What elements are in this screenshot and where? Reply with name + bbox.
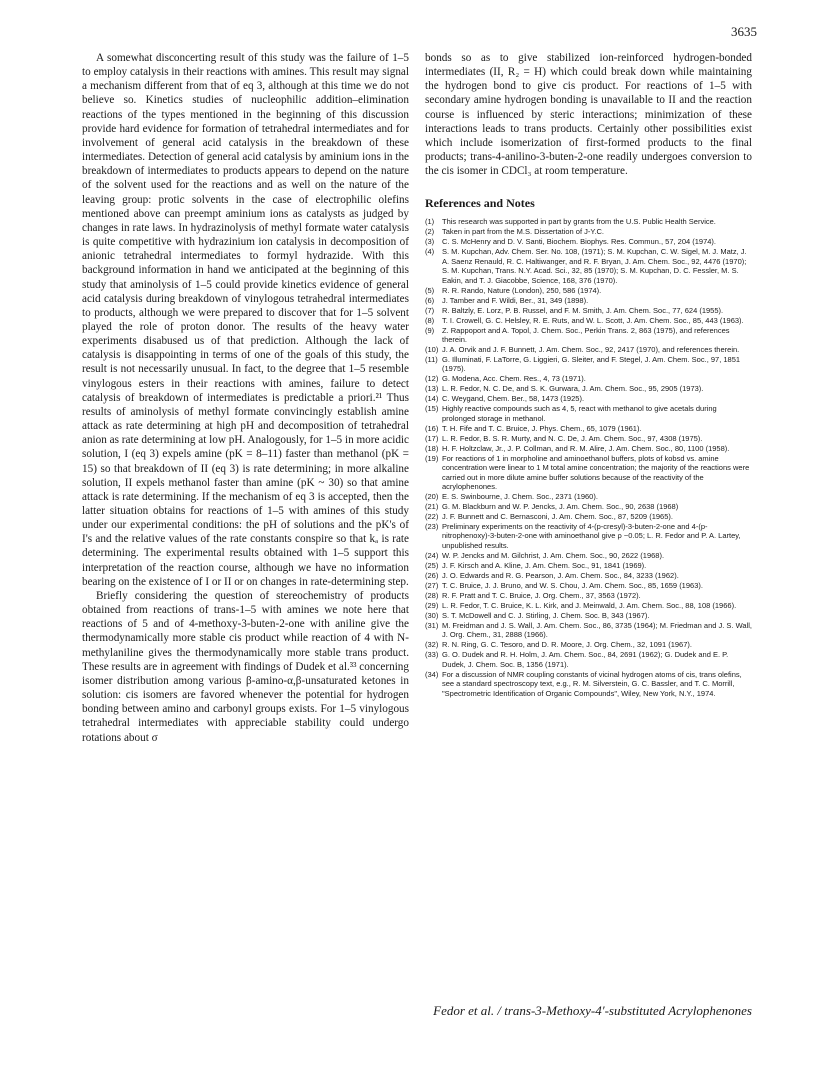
reference-number: (1): [425, 217, 435, 227]
reference-number: (14): [425, 394, 439, 404]
body-paragraph: A somewhat disconcerting result of this study was the failure of 1–5 to employ catalysis in their reactions with amines. This result may signal a mechanism different from that of eq 3, although at this time we do not believe so. Kinetics studies of nucleophilic addition–elimination reactions of the types mentioned in the beginning of this discussion provide hard evidence for formation of tetrahedral intermediates and for involvement of general acid catalysis in the breakdown of these intermediates. Detection of general acid catalysis by aminium ions in the breakdown of intermediates to products appears to depend on the nature of the solvent used for the reactions and as well on the nature of the leaving group: protic solvents in the case of electrophilic olefins mentioned above can preempt aminium ions as catalysts as judged by changes in rate laws. In hydrazinolysis of methyl formate water catalysis is quite competitive with hydrazinium ion catalysis in decomposition of anionic tetrahedral intermediates to formyl hydrazide. With this background information in hand we anticipated at the beginning of this study that aminolysis of 1–5 could provide kinetics evidence of general acid catalysis during breakdown of vinylogous tetrahedral intermediates to products, although we were prepared to discover that for 1–5 solvent played the role of proton donor. The results of the heavy water experiments disabused us of that prediction. Although the lack of catalysis is disappointing in terms of one of the goals of this study, the result is not necessarily unusual. In fact, to the degree that 1–5 resemble vinylogous esters in their reactions with amines, failure to detect catalysis of breakdown of intermediates is predictable a priori.²¹ Thus results of aminolysis of methyl formate convincingly establish amine attack as rate determining at high pH and decomposition of tetrahedral anion as rate determining at low pH. Analogously, for 1–5 in more acidic solution, I (eq 3) expels amine (pK = 8–11) faster than methanol (pK = 15) so that breakdown of II (eq 3) is rate determining; in more alkaline solution, II expels methanol faster than amine (pK ~ 30) so that amine attack is rate determining. If the mechanism of eq 3 is accepted, then the latter situation obtains for reactions of 1–5 with amines of this study under our experimental conditions: the pH of solutions and the pK's of I's and the relative values of the rate constants conspire so that kₐ is rate determining. The experimental results obtained with 1–5 support this interpretation of the reaction course, although we have no information bearing on the existence of I or II or on changes in rate-determining step.: [82, 52, 409, 588]
reference-item: [425, 502, 752, 511]
reference-number: (33): [425, 650, 439, 660]
reference-number: (22): [425, 512, 439, 522]
reference-number: (29): [425, 600, 439, 610]
reference-text: Taken in part from the M.S. Dissertation of J-Y.C.: [442, 227, 605, 237]
reference-item: [425, 551, 752, 560]
reference-number: (9): [425, 325, 435, 335]
reference-number: (28): [425, 590, 439, 600]
reference-number: (6): [425, 295, 435, 305]
reference-number: (21): [425, 502, 439, 512]
reference-number: (27): [425, 580, 439, 590]
reference-text: For a discussion of NMR coupling constants of vicinal hydrogen atoms of cis, trans olefins, see a standard spectroscopy text, e.g., R. M. Silverstein, G. C. Bassler, and T. C. Morrill, "Spectrometric Identification of Organic Compounds", Wiley, New York, N.Y., 1974.: [442, 669, 742, 698]
reference-item: [425, 247, 752, 285]
reference-number: (31): [425, 620, 439, 630]
reference-text: R. N. Ring, G. C. Tesoro, and D. R. Moore, J. Org. Chem., 32, 1091 (1967).: [442, 640, 692, 650]
reference-text: L. R. Fedor, B. S. R. Murty, and N. C. De, J. Am. Chem. Soc., 97, 4308 (1975).: [442, 433, 703, 443]
reference-text: R. R. Rando, Nature (London), 250, 586 (1974).: [442, 285, 602, 295]
reference-number: (13): [425, 384, 439, 394]
reference-item: [425, 650, 752, 669]
reference-number: (12): [425, 374, 439, 384]
reference-item: [425, 670, 752, 698]
reference-number: (20): [425, 492, 439, 502]
reference-text: Z. Rappoport and A. Topol, J. Chem. Soc., Perkin Trans. 2, 863 (1975), and references therein.: [442, 325, 730, 345]
reference-text: S. T. McDowell and C. J. Stirling, J. Chem. Soc. B, 343 (1967).: [442, 610, 650, 620]
reference-item: [425, 355, 752, 374]
reference-item: [425, 316, 752, 325]
body-paragraph: bonds so as to give stabilized ion-reinforced hydrogen-bonded intermediates (II, R₂ = H) which could break down while maintaining the hydrogen bond to give cis product. For reactions of 1–5 with secondary amine hydrogen bonding is unavailable to II and the reaction course is influenced by steric interactions; minimization of these interactions leads to trans products. Certainly other possibilities exist which include isomerization of first-formed products to the final products; trans-4-anilino-3-buten-2-one readily undergoes conversion to the cis isomer in CDCl₃ at room temperature.: [425, 52, 752, 178]
reference-text: This research was supported in part by grants from the U.S. Public Health Service.: [442, 217, 716, 227]
reference-item: [425, 591, 752, 600]
reference-number: (18): [425, 443, 439, 453]
reference-text: T. H. Fife and T. C. Bruice, J. Phys. Chem., 65, 1079 (1961).: [442, 423, 642, 433]
reference-item: [425, 217, 752, 226]
reference-text: J. A. Orvik and J. F. Bunnett, J. Am. Chem. Soc., 92, 2417 (1970), and references therein.: [442, 345, 740, 355]
reference-number: (2): [425, 227, 435, 237]
reference-item: [425, 394, 752, 403]
reference-item: [425, 522, 752, 550]
reference-text: C. S. McHenry and D. V. Santi, Biochem. Biophys. Res. Commun., 57, 204 (1974).: [442, 237, 717, 247]
reference-number: (10): [425, 345, 439, 355]
reference-number: (3): [425, 237, 435, 247]
reference-item: [425, 611, 752, 620]
reference-number: (11): [425, 355, 438, 365]
left-column: [82, 51, 409, 745]
reference-text: J. F. Kirsch and A. Kline, J. Am. Chem. Soc., 91, 1841 (1969).: [442, 560, 647, 570]
reference-text: G. Modena, Acc. Chem. Res., 4, 73 (1971).: [442, 374, 586, 384]
reference-item: [425, 454, 752, 492]
reference-text: J. O. Edwards and R. G. Pearson, J. Am. Chem. Soc., 84, 3233 (1962).: [442, 570, 679, 580]
references-list: [425, 217, 752, 698]
reference-text: E. S. Swinbourne, J. Chem. Soc., 2371 (1960).: [442, 492, 598, 502]
body-paragraph: Briefly considering the question of stereochemistry of products obtained from reactions of trans-1–5 with amines we note here that reactions of 5 and of 4-methoxy-3-buten-2-one with aniline give the thermodynamically more stable cis product while reaction of 4 with N-methylaniline gives the thermodynamically more stable trans product. These results are in agreement with findings of Dudek et al.³³ concerning isomer distribution among various β-amino-α,β-unsaturated ketones in solution: cis isomers are favored whenever the potential for hydrogen bonding between amino and carbonyl groups exists. For 1–5 vinylogous tetrahedral intermediates with appreciable stability could undergo rotations about σ: [82, 589, 409, 744]
reference-item: [425, 345, 752, 354]
reference-number: (24): [425, 550, 439, 560]
reference-text: L. R. Fedor, T. C. Bruice, K. L. Kirk, and J. Meinwald, J. Am. Chem. Soc., 88, 108 (1966).: [442, 600, 737, 610]
reference-item: [425, 296, 752, 305]
right-column: [425, 51, 752, 699]
reference-item: [425, 326, 752, 345]
reference-number: (34): [425, 669, 439, 679]
reference-text: M. Freidman and J. S. Wall, J. Am. Chem. Soc., 86, 3735 (1964); M. Friedman and J. S. Wall, J. Org. Chem., 31, 2888 (1966).: [442, 620, 752, 640]
reference-item: [425, 581, 752, 590]
reference-number: (4): [425, 247, 435, 257]
reference-number: (7): [425, 305, 435, 315]
reference-number: (8): [425, 315, 435, 325]
reference-item: [425, 306, 752, 315]
references-heading: References and Notes: [425, 196, 535, 211]
reference-item: [425, 444, 752, 453]
reference-item: [425, 512, 752, 521]
reference-item: [425, 621, 752, 640]
page-number: 3635: [731, 24, 757, 39]
reference-text: J. F. Bunnett and C. Bernasconi, J. Am. Chem. Soc., 87, 5209 (1965).: [442, 512, 673, 522]
reference-item: [425, 492, 752, 501]
reference-item: [425, 384, 752, 393]
reference-text: L. R. Fedor, N. C. De, and S. K. Gurwara, J. Am. Chem. Soc., 95, 2905 (1973).: [442, 384, 704, 394]
reference-number: (16): [425, 423, 439, 433]
reference-text: G. Illuminati, F. LaTorre, G. Liggieri, G. Sleiter, and F. Stegel, J. Am. Chem. Soc., 97, 1851 (1975).: [442, 355, 741, 374]
reference-text: R. F. Pratt and T. C. Bruice, J. Org. Chem., 37, 3563 (1972).: [442, 590, 641, 600]
reference-text: Highly reactive compounds such as 4, 5, react with methanol to give acetals during prolonged storage in methanol.: [442, 404, 717, 423]
reference-item: [425, 571, 752, 580]
reference-item: [425, 434, 752, 443]
reference-item: [425, 286, 752, 295]
reference-item: [425, 404, 752, 423]
reference-number: (5): [425, 285, 435, 295]
reference-item: [425, 561, 752, 570]
reference-item: [425, 374, 752, 383]
reference-text: T. I. Crowell, G. C. Helsley, R. E. Ruts, and W. L. Scott, J. Am. Chem. Soc., 85, 443 (1963).: [442, 315, 744, 325]
reference-text: For reactions of 1 in morpholine and aminoethanol buffers, plots of kobsd vs. amine concentration were linear to 1 M total amine concentration; the majority of the reactions were carried out in more dilute amine buffer solutions because of the reactivity of the acrylophenones.: [442, 453, 750, 492]
reference-number: (25): [425, 560, 439, 570]
reference-text: W. P. Jencks and M. Gilchrist, J. Am. Chem. Soc., 90, 2622 (1968).: [442, 550, 665, 560]
reference-number: (15): [425, 404, 439, 414]
reference-item: [425, 227, 752, 236]
reference-text: G. M. Blackburn and W. P. Jencks, J. Am. Chem. Soc., 90, 2638 (1968): [442, 502, 679, 512]
reference-item: [425, 237, 752, 246]
running-footer: Fedor et al. / trans-3-Methoxy-4′-substituted Acrylophenones: [433, 1003, 752, 1018]
reference-text: T. C. Bruice, J. J. Bruno, and W. S. Chou, J. Am. Chem. Soc., 85, 1659 (1963).: [442, 580, 703, 590]
reference-text: J. Tamber and F. Wildi, Ber., 31, 349 (1898).: [442, 295, 589, 305]
reference-text: G. O. Dudek and R. H. Holm, J. Am. Chem. Soc., 84, 2691 (1962); G. Dudek and E. P. Dudek, J. Chem. Soc. B, 1356 (1971).: [442, 650, 729, 669]
reference-number: (17): [425, 433, 439, 443]
reference-text: S. M. Kupchan, Adv. Chem. Ser. No. 108, (1971); S. M. Kupchan, C. W. Sigel, M. J. Matz, J. A. Saenz Renauld, R. C. Haltiwanger, and R. F. Bryan, J. Am. Chem. Soc., 92, 4476 (1970); S. M. Kupchan, Trans. N.Y. Acad. Sci., 32, 85 (1970); S. M. Kupchan, D. C. Fessler, M. S. Eakin, and T. J. Giacobbe, Science, 168, 376 (1970).: [442, 247, 747, 285]
reference-text: R. Baltzly, E. Lorz, P. B. Russel, and F. M. Smith, J. Am. Chem. Soc., 77, 624 (1955).: [442, 305, 724, 315]
reference-item: [425, 424, 752, 433]
reference-text: H. F. Holtzclaw, Jr., J. P. Collman, and R. M. Alire, J. Am. Chem. Soc., 80, 1100 (1958).: [442, 443, 730, 453]
reference-number: (26): [425, 570, 439, 580]
reference-item: [425, 601, 752, 610]
reference-text: C. Weygand, Chem. Ber., 58, 1473 (1925).: [442, 394, 585, 404]
reference-item: [425, 640, 752, 649]
reference-number: (23): [425, 522, 439, 532]
reference-number: (30): [425, 610, 439, 620]
reference-number: (19): [425, 453, 439, 463]
reference-number: (32): [425, 640, 439, 650]
reference-text: Preliminary experiments on the reactivity of 4-(p-cresyl)-3-buten-2-one and 4-(p-nitrophenoxy)-3-buten-2-one with aminoethanol give ρ ~0.05; L. R. Fedor and P. A. Lartey, unpublished results.: [442, 522, 741, 550]
